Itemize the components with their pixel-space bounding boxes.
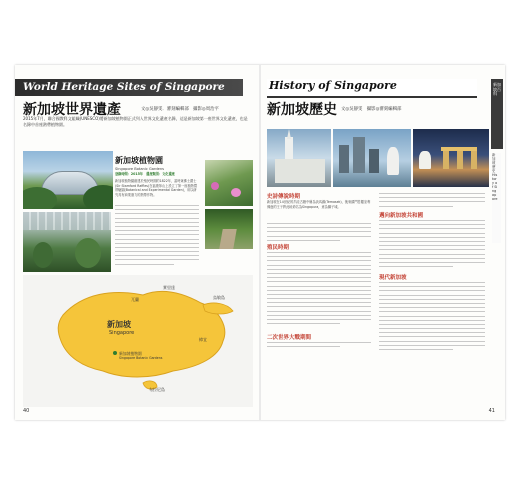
side-tab xyxy=(491,79,503,149)
col1-lines-c xyxy=(267,342,371,350)
credits: 文◎吳靜雯 攝影◎審刻編輯部 xyxy=(341,107,402,112)
banner-title-en: History of Singapore xyxy=(269,79,397,92)
map-label-ubin: 烏敏島 xyxy=(213,295,225,300)
history-banner xyxy=(267,79,477,98)
page-number-left: 40 xyxy=(23,408,30,414)
side-tab-subtitle xyxy=(492,153,501,243)
side-tab-subtitle-text: 新加坡歷史 History of Singapore xyxy=(492,153,498,201)
map-label-woodlands: 兀蘭 xyxy=(131,297,139,302)
history-intro-text: 新加坡在14世紀的爪哇古籍中稱為淡馬錫(Temasek)，後來蘇門答臘室利佛逝的王子將此地命名為Singapura，意為獅子城。 xyxy=(267,200,371,209)
section-title-zh: 新加坡植物園 xyxy=(115,156,163,165)
right-page xyxy=(261,65,505,420)
section-heading xyxy=(115,155,164,171)
left-page xyxy=(15,65,260,420)
page-title: 新加坡世界遺產 xyxy=(23,102,121,118)
map-label-country-zh: 新加坡 xyxy=(107,320,131,329)
banner-title-en: World Heritage Sites of Singapore xyxy=(23,81,225,93)
map-label-garden-zh: 新加坡植物園 xyxy=(119,351,142,356)
map-label-pulau-brani: 布拉尼島 xyxy=(149,387,165,392)
heading-wwii: 二次世界大戰期間 xyxy=(267,335,312,341)
page-number-right: 41 xyxy=(488,408,495,414)
photo-glasshouse xyxy=(23,151,113,209)
heading-colonial-period: 殖民時期 xyxy=(267,245,290,251)
map-label-seletar: 實里達 xyxy=(163,285,175,290)
col2-lines-b xyxy=(379,220,485,270)
book-spread xyxy=(15,65,505,420)
section-meta: 登錄時間：2015年 遺產類別：文化遺產 xyxy=(115,172,175,176)
photo-cathedral xyxy=(267,129,331,187)
photo-jungle-path xyxy=(205,209,253,249)
col1-lines-a xyxy=(267,223,371,244)
heading-legend-period: 史詩傳說時期 xyxy=(267,194,301,200)
photo-merlion-skyline xyxy=(333,129,411,187)
photo-greenhouse-interior xyxy=(23,212,111,272)
map-label-garden-en: Singapore Botanic Gardens xyxy=(119,356,163,360)
body-text-lines xyxy=(115,205,199,268)
col2-lines-a xyxy=(379,193,485,210)
photo-marina-bay xyxy=(413,129,489,187)
intro-text: 2015年7月，聯合國教科文組織(UNESCO)將新加坡植物園正式列入世界文化遺產名錄，這是新加坡第一座世界文化遺產，也是名錄中首座熱帶植物園。 xyxy=(23,116,248,127)
col2-lines-c xyxy=(379,282,485,353)
credits: 文◎吳靜雯．審刻編輯部 攝影◎周治平 xyxy=(141,107,219,112)
page-title: 新加坡歷史 xyxy=(267,102,337,118)
col1-lines-b xyxy=(267,252,371,327)
heading-modern: 現代新加坡 xyxy=(379,275,407,281)
heading-republic: 邁向新加坡共和國 xyxy=(379,213,424,219)
side-tab-label: 新加坡百科 xyxy=(493,82,501,97)
photo-orchid-garden xyxy=(205,160,253,206)
map-label-country-en: Singapore xyxy=(109,330,135,336)
section-title-en: Singapore Botanic Gardens xyxy=(115,167,164,171)
heritage-banner xyxy=(15,79,243,96)
map-label-changi: 樟宜 xyxy=(199,337,207,342)
section-body: 新加坡植物園創建於殖民時期的1822年，當時萊佛士爵士(Sir Stamford Raffles)在福康寧山上設立了第一座植物暨實驗園(Botanical and Experimental Garden)，用以研究具有商業潛力的熱帶作物。 xyxy=(115,179,198,197)
singapore-map xyxy=(23,275,253,407)
